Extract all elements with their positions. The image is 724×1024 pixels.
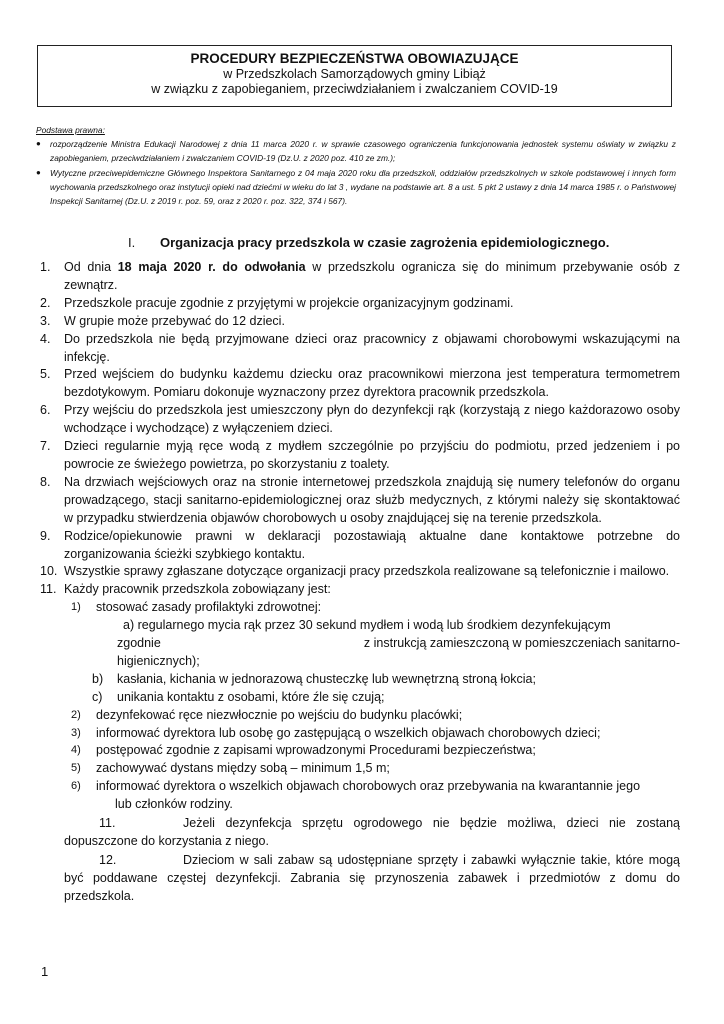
item-text: W grupie może przebywać do 12 dzieci. [64, 313, 285, 328]
sub-sub-item-letter: c) [92, 689, 103, 704]
item-text: Do przedszkola nie będą przyjmowane dzieci oraz pracownicy z objawami chorobowymi wskazującymi na infekcję. [64, 331, 680, 364]
item-text: Od dnia [64, 260, 118, 274]
sub-item-text: dezynfekować ręce niezwłocznie po wejściu do budynku placówki; [96, 707, 463, 722]
sub-sub-item-letter: b) [92, 671, 104, 686]
item-number: 7. [40, 439, 51, 454]
sub-item [40, 778, 680, 796]
item-text: Każdy pracownik przedszkola zobowiązany jest: [64, 582, 331, 597]
title-box [37, 45, 672, 107]
item-number: 3. [40, 313, 51, 328]
item-number: 2. [40, 295, 51, 310]
sub-item-number: 4) [71, 744, 81, 757]
legal-basis-item: ● rozporządzenie Ministra Edukacji Narodowej z dnia 11 marca 2020 r. w sprawie czasowego ograniczenia funkcjonowania jednostek systemu oświaty w związku z zapobieganiem, przeciwdziałaniem i zwalczaniem COVID-19 (Dz.U. z 2020 poz. 410 ze zm.); [36, 137, 676, 165]
item-number: 10. [40, 564, 58, 579]
item-number: 5. [40, 367, 51, 382]
item-number: 9. [40, 528, 51, 543]
sub-sub-item-text: kasłania, kichania w jednorazową chusteczkę lub wewnętrzną stroną łokcia; [117, 671, 536, 686]
section-heading [128, 235, 609, 250]
list-item [40, 366, 680, 402]
sub-item-number: 5) [71, 762, 81, 775]
item-number: 6. [40, 403, 51, 418]
sub-sub-item [40, 617, 680, 635]
list-item [40, 295, 680, 313]
sub-item [40, 599, 680, 617]
item-number: 8. [40, 474, 51, 489]
item-text: Wszystkie sprawy zgłaszane dotyczące organizacji pracy przedszkola realizowane są telefonicznie i mailowo. [64, 564, 670, 579]
list-item [40, 528, 680, 564]
list-item [40, 581, 680, 599]
item-number: 1. [40, 260, 51, 274]
sub-sub-item-text: higienicznych); [117, 653, 200, 668]
sub-sub-item [40, 671, 680, 689]
sub-item-number: 6) [71, 780, 81, 793]
sub-sub-item-text: a) regularnego mycia rąk przez 30 sekund mydłem i wodą lub środkiem dezynfekującym [123, 618, 611, 633]
list-item [40, 313, 680, 331]
sub-sub-item-text: zgodnie [117, 636, 161, 651]
document-subtitle-line: w Przedszkolach Samorządowych gminy Libiąż [223, 67, 486, 81]
sub-sub-item-text: unikania kontaktu z osobami, które źle się czują; [117, 689, 385, 704]
sub-item [40, 707, 680, 725]
item-text: Na drzwiach wejściowych oraz na stronie internetowej przedszkola znajdują się numery telefonów do organu prowadzącego, stacji sanitarno-epidemiologicznej oraz służb medycznych, z którymi należy się skontaktować w przypadku stwierdzenia objawów chorobowych u osoby znajdującej się na terenie przedszkola. [64, 474, 680, 525]
section-title: Organizacja pracy przedszkola w czasie zagrożenia epidemiologicznego. [160, 235, 610, 250]
sub-sub-item-line [40, 653, 680, 671]
sub-item-text: stosować zasady profilaktyki zdrowotnej: [96, 600, 322, 615]
sub-item [40, 725, 680, 743]
sub-item-number: 2) [71, 708, 81, 721]
item-text-bold: 18 maja 2020 r. do odwołania [117, 260, 306, 274]
sub-sub-item [40, 689, 680, 707]
document-subtitle-line: w związku z zapobieganiem, przeciwdziałaniem i zwalczaniem COVID-19 [151, 82, 558, 96]
item-number: 4. [40, 331, 51, 346]
item-text: Rodzice/opiekunowie prawni w deklaracji pozostawiają aktualne dane kontaktowe potrzebne do zorganizowania ścieżki szybkiego kontaktu. [64, 528, 680, 561]
numbered-paragraph [64, 815, 680, 851]
list-item [40, 563, 680, 581]
item-text: Przed wejściem do budynku każdemu dziecku oraz pracownikowi mierzona jest temperatura termometrem bezdotykowym. Pomiaru dokonuje wyznaczony przez dyrektora pracownik przedszkola. [64, 367, 680, 400]
paragraph-number: 12. [99, 852, 117, 867]
section-number: I. [128, 235, 136, 250]
document-title: PROCEDURY BEZPIECZEŃSTWA OBOWIAZUJĄCE [190, 51, 519, 66]
numbered-paragraph [64, 852, 680, 906]
sub-item-text: informować dyrektora lub osobę go zastępującą o wszelkich objawach chorobowych dzieci; [96, 725, 601, 740]
item-text: w przedszkolu ogranicza się do minimum przebywanie osób z zewnątrz. [64, 260, 680, 292]
list-item [40, 331, 680, 367]
item-text: Przedszkole pracuje zgodnie z przyjętymi w projekcie organizacyjnym godzinami. [64, 295, 514, 310]
legal-basis-item: ● Wytyczne przeciwepidemiczne Głównego Inspektora Sanitarnego z 04 maja 2020 roku dla przedszkoli, oddziałów przedszkolnych w szkole podstawowej i innych form wychowania przedszkolnego oraz instytucji opieki nad dziećmi w wieku do lat 3 , wydane na podstawie art. 8 a ust. 5 pkt 2 ustawy z dnia 14 marca 1985 r. o Państwowej Inspekcji Sanitarnej (Dz.U. z 2019 r. poz. 59, oraz z 2020 r. poz. 322, 374 i 567). [36, 166, 676, 209]
page-number: 1 [41, 964, 49, 979]
sub-item-text: lub członków rodziny. [115, 797, 233, 812]
sub-item-text: zachowywać dystans między sobą – minimum 1,5 m; [96, 761, 390, 776]
list-item [40, 474, 680, 528]
list-item [40, 402, 680, 438]
sub-item-number: 3) [71, 726, 81, 739]
sub-item-number: 1) [71, 601, 81, 614]
sub-sub-item-line [40, 635, 680, 653]
list-item [40, 438, 680, 474]
legal-basis-label: Podstawa prawna: [36, 125, 105, 135]
paragraph-number: 11. [99, 816, 116, 831]
paragraph-text: Jeżeli dezynfekcja sprzętu ogrodowego nie będzie możliwa, dzieci nie zostaną dopuszczone do korzystania z niego. [64, 816, 680, 848]
sub-item-text: informować dyrektora o wszelkich objawach chorobowych oraz przebywania na kwarantannie jego [96, 779, 641, 794]
paragraph-text: Dzieciom w sali zabaw są udostępniane sprzęty i zabawki wyłącznie takie, które mogą być poddawane częstej dezynfekcji. Zabrania się przynoszenia zabawek i przedmiotów z domu do przedszkola. [64, 852, 680, 903]
item-text: Dzieci regularnie myją ręce wodą z mydłem szczególnie po przyjściu do podmiotu, przed jedzeniem i po powrocie ze świeżego powietrza, po skorzystaniu z toalety. [64, 439, 680, 471]
procedure-list [40, 259, 680, 906]
sub-item [40, 742, 680, 760]
sub-item-text: postępować zgodnie z zapisami wprowadzonymi Procedurami bezpieczeństwa; [96, 743, 536, 758]
item-number: 11. [40, 582, 57, 597]
legal-basis-section [36, 123, 676, 208]
sub-sub-item-text: z instrukcją zamieszczoną w pomieszczeniach sanitarno- [363, 636, 680, 651]
sub-item-continuation [40, 796, 680, 814]
sub-item [40, 760, 680, 778]
list-item [40, 259, 680, 295]
item-text: Przy wejściu do przedszkola jest umieszczony płyn do dezynfekcji rąk (korzystają z niego każdorazowo osoby wchodzące i wychodzące) z wyłączeniem dzieci. [64, 403, 680, 436]
